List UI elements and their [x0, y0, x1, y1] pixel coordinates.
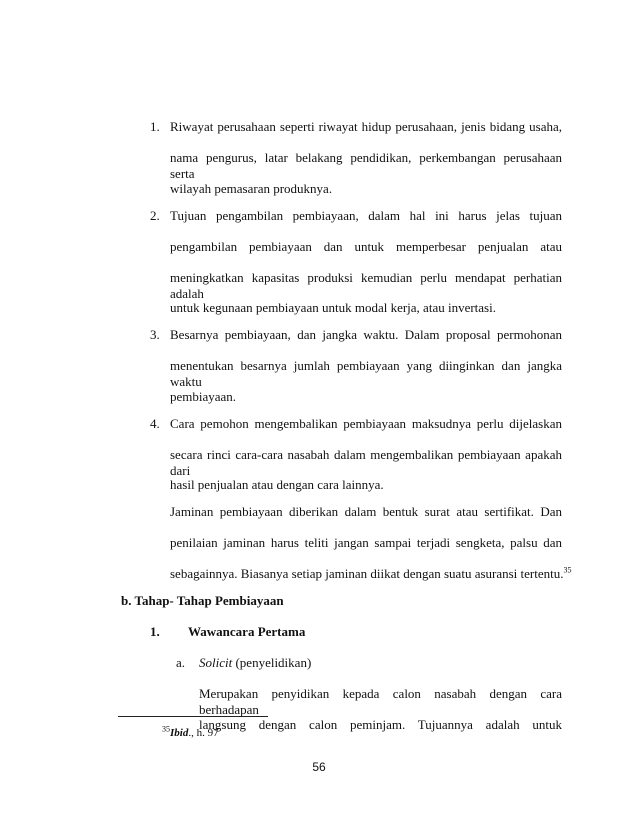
sub-item-term: Solicit: [199, 655, 233, 670]
footnote-number: 35: [162, 724, 170, 734]
sub-item-title: [199, 655, 311, 671]
list-item-line: wilayah pemasaran produknya.: [170, 181, 333, 196]
list-item-line: pengambilan pembiayaan dan untuk memperbesar penjualan atau: [170, 239, 562, 254]
list-item-line: Besarnya pembiayaan, dan jangka waktu. Dalam proposal permohonan: [170, 327, 562, 342]
list-item-line: meningkatkan kapasitas produksi kemudian perlu mendapat perhatian adalah: [170, 270, 562, 301]
list-item-line: menentukan besarnya jumlah pembiayaan yang diinginkan dan jangka waktu: [170, 358, 562, 389]
list-number: 4.: [150, 416, 160, 431]
list-item-line: hasil penjualan atau dengan cara lainnya.: [170, 477, 384, 492]
footnote-divider: [118, 716, 268, 717]
page-number: 56: [312, 760, 326, 774]
list-number: 1.: [150, 119, 160, 134]
list-item-line: Cara pemohon mengembalikan pembiayaan maksudnya perlu dijelaskan: [170, 416, 562, 431]
list-item-line: pembiayaan.: [170, 389, 237, 404]
footnote-ibid: Ibid: [170, 727, 189, 739]
paragraph-line-last: [170, 566, 572, 582]
body-line: langsung dengan calon peminjam. Tujuannya adalah untuk: [199, 717, 562, 732]
list-number: 2.: [150, 208, 160, 223]
footnote-reference: 35: [563, 565, 572, 575]
sub-item-letter: a.: [176, 655, 186, 670]
paragraph-text: sebagainnya. Biasanya setiap jaminan diikat dengan suatu asuransi tertentu.: [170, 566, 564, 581]
paragraph-line: penilaian jaminan harus teliti jangan sampai terjadi sengketa, palsu dan: [170, 535, 562, 550]
paragraph-line: Jaminan pembiayaan diberikan dalam bentuk surat atau sertifikat. Dan: [170, 504, 562, 519]
footnote: [162, 726, 219, 740]
section-heading: b. Tahap- Tahap Pembiayaan: [121, 593, 284, 608]
body-line: Merupakan penyidikan kepada calon nasabah dengan cara berhadapan: [199, 686, 562, 717]
list-item-line: Riwayat perusahaan seperti riwayat hidup perusahaan, jenis bidang usaha,: [170, 119, 562, 134]
subsection-number: 1.: [150, 624, 160, 639]
list-item-line: nama pengurus, latar belakang pendidikan, perkembangan perusahaan serta: [170, 150, 562, 181]
subsection-title: Wawancara Pertama: [188, 624, 306, 639]
footnote-text: ., h. 97: [188, 727, 219, 739]
list-item-line: Tujuan pengambilan pembiayaan, dalam hal ini harus jelas tujuan: [170, 208, 562, 223]
list-item-line: untuk kegunaan pembiayaan untuk modal kerja, atau invertasi.: [170, 300, 496, 315]
list-item-line: secara rinci cara-cara nasabah dalam mengembalikan pembiayaan apakah dari: [170, 447, 562, 478]
sub-item-rest: (penyelidikan): [232, 655, 312, 670]
list-number: 3.: [150, 327, 160, 342]
